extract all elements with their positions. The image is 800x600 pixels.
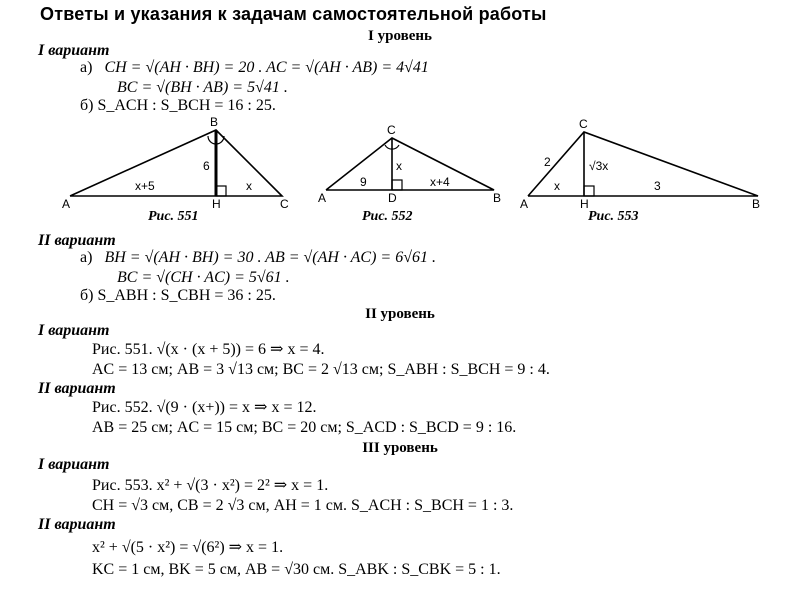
fig553-label-A: A bbox=[520, 197, 529, 211]
level-1-v1-b-line: б) S_ACH : S_BCH = 16 : 25. bbox=[80, 97, 276, 114]
fig551-label-B: B bbox=[210, 115, 219, 129]
fig553-caption: Рис. 553 bbox=[588, 209, 639, 224]
level-1-heading: I уровень bbox=[368, 28, 432, 44]
fig553-label-B: B bbox=[752, 197, 761, 211]
figure-553 bbox=[528, 132, 758, 196]
level-3-v2-line1: x² + √(5 · x²) = √(6²) ⇒ x = 1. bbox=[92, 539, 284, 556]
level-1-v2-a-line2: BC = √(CH · AC) = 5√61 . bbox=[117, 269, 290, 286]
level-1-v2-a-prefix: а) bbox=[80, 249, 93, 266]
figure-552 bbox=[326, 138, 494, 190]
fig552-label-seg1: 9 bbox=[360, 175, 367, 189]
level-3-v1-line1: Рис. 553. x² + √(3 · x²) = 2² ⇒ x = 1. bbox=[92, 477, 329, 494]
level-2-v1-line1: Рис. 551. √(x · (x + 5)) = 6 ⇒ x = 4. bbox=[92, 341, 325, 358]
level-1-v1-a-prefix: а) bbox=[80, 59, 93, 76]
fig553-label-C: C bbox=[579, 117, 588, 131]
level-2-heading: II уровень bbox=[365, 306, 435, 322]
level-3-v1-line2: CH = √3 см, CB = 2 √3 см, AH = 1 см. S_ACH : S_BCH = 1 : 3. bbox=[92, 497, 514, 514]
level-3-variant-1-heading: I вариант bbox=[38, 456, 110, 473]
fig552-label-A: A bbox=[318, 191, 327, 205]
fig553-label-height: √3x bbox=[589, 159, 609, 173]
fig552-label-side: x bbox=[396, 159, 402, 173]
fig551-label-A: A bbox=[62, 197, 71, 211]
level-2-v2-line2: AB = 25 см; AC = 15 см; BC = 20 см; S_ACD : S_BCD = 9 : 16. bbox=[92, 419, 517, 436]
level-1-v2-b-line: б) S_ABH : S_CBH = 36 : 25. bbox=[80, 287, 276, 304]
fig552-label-D: D bbox=[388, 191, 397, 205]
fig553-label-seg2: 3 bbox=[654, 179, 661, 193]
level-1-v1-a-formula1: CH = √(AH · BH) = 20 . AC = √(AH · AB) = 4√41 bbox=[104, 59, 429, 76]
fig552-label-B: B bbox=[493, 191, 502, 205]
fig552-caption: Рис. 552 bbox=[362, 209, 413, 224]
level-2-variant-1-heading: I вариант bbox=[38, 322, 110, 339]
page-title: Ответы и указания к задачам самостоятельной работы bbox=[40, 4, 547, 24]
fig552-label-seg2: x+4 bbox=[430, 175, 450, 189]
fig551-label-side: 6 bbox=[203, 159, 210, 173]
level-3-v2-line2: KC = 1 см, BK = 5 см, AB = √30 см. S_ABK : S_CBK = 5 : 1. bbox=[92, 561, 501, 578]
level-3-variant-2-heading: II вариант bbox=[38, 516, 116, 533]
fig551-label-H: H bbox=[212, 197, 221, 211]
fig551-label-C: C bbox=[280, 197, 289, 211]
fig551-label-seg1: x+5 bbox=[135, 179, 155, 193]
level-1-v1-a-line2: BC = √(BH · AB) = 5√41 . bbox=[117, 79, 288, 96]
fig553-label-left: 2 bbox=[544, 155, 551, 169]
fig553-label-H: H bbox=[580, 197, 589, 211]
level-1-variant-2-heading: II вариант bbox=[38, 232, 116, 249]
level-3-heading: III уровень bbox=[362, 440, 438, 456]
level-1-variant-1-heading: I вариант bbox=[38, 42, 110, 59]
level-1-v2-a-formula1: BH = √(AH · BH) = 30 . AB = √(AH · AC) = 6√61 . bbox=[104, 249, 437, 266]
fig553-label-seg1: x bbox=[554, 179, 560, 193]
level-2-v2-line1: Рис. 552. √(9 · (x+)) = x ⇒ x = 12. bbox=[92, 399, 317, 416]
level-2-v1-line2: AC = 13 см; AB = 3 √13 см; BC = 2 √13 см; S_ABH : S_BCH = 9 : 4. bbox=[92, 361, 550, 378]
fig551-label-seg2: x bbox=[246, 179, 252, 193]
level-2-variant-2-heading: II вариант bbox=[38, 380, 116, 397]
fig552-label-C: C bbox=[387, 123, 396, 137]
level-1-v2-a-line1 bbox=[80, 248, 436, 268]
fig551-caption: Рис. 551 bbox=[148, 209, 199, 224]
